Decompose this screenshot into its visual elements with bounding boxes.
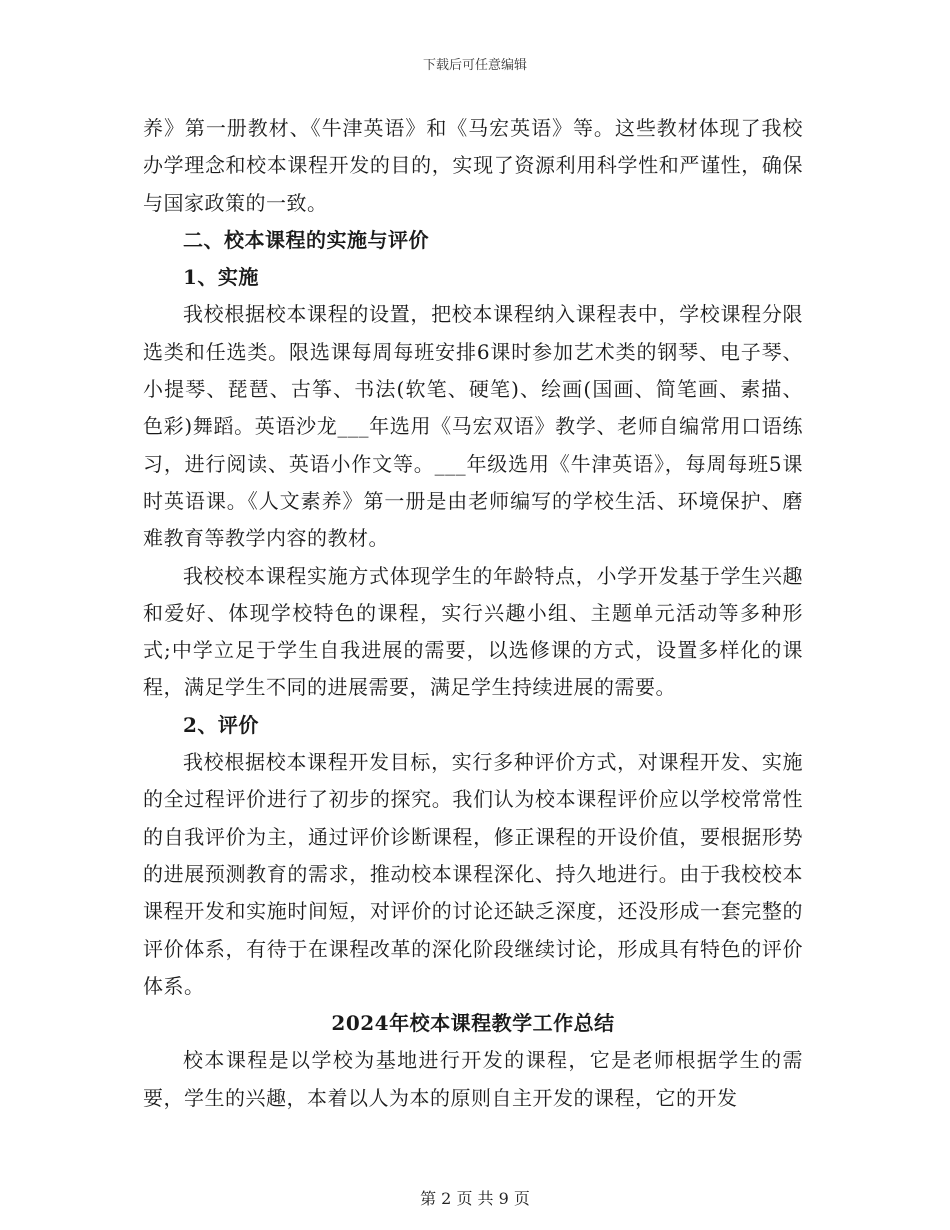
- paragraph-intro: 校本课程是以学校为基地进行开发的课程，它是老师根据学生的需要，学生的兴趣，本着以人为本的原则自主开发的课程，它的开发: [143, 1048, 803, 1110]
- paragraph-evaluation: 我校根据校本课程开发目标，实行多种评价方式，对课程开发、实施的全过程评价进行了初步的探究。我们认为校本课程评价应以学校常常性的自我评价为主，通过评价诊断课程，修正课程的开设价值，要根据形势的进展预测教育的需求，推动校本课程深化、持久地进行。由于我校校本课程开发和实施时间短，对评价的讨论还缺乏深度，还没形成一套完整的评价体系，有待于在课程改革的深化阶段继续讨论，形成具有特色的评价体系。: [143, 750, 803, 998]
- page-header-note: 下载后可任意编辑: [422, 58, 527, 73]
- paragraph-continued: 养》第一册教材、《牛津英语》和《马宏英语》等。这些教材体现了我校办学理念和校本课程开发的目的，实现了资源利用科学性和严谨性，确保与国家政策的一致。: [143, 116, 803, 215]
- document-title: 2024年校本课程教学工作总结: [331, 1011, 615, 1036]
- subsection-heading-evaluation: 2、评价: [183, 712, 259, 737]
- subsection-heading-implementation: 1、实施: [183, 265, 259, 290]
- paragraph-implementation-1: 我校根据校本课程的设置，把校本课程纳入课程表中，学校课程分限选类和任选类。限选课每周每班安排6课时参加艺术类的钢琴、电子琴、小提琴、琵琶、古筝、书法(软笔、硬笔)、绘画(国画、简笔画、素描、色彩)舞蹈。英语沙龙___年选用《马宏双语》教学、老师自编常用口语练习，进行阅读、英语小作文等。___年级选用《牛津英语》，每周每班5课时英语课。《人文素养》第一册是由老师编写的学校生活、环境保护、磨难教育等教学内容的教材。: [143, 302, 803, 551]
- section-heading: 二、校本课程的实施与评价: [183, 227, 429, 252]
- document-body: [143, 110, 803, 1117]
- paragraph-implementation-2: 我校校本课程实施方式体现学生的年龄特点，小学开发基于学生兴趣和爱好、体现学校特色的课程，实行兴趣小组、主题单元活动等多种形式;中学立足于学生自我进展的需要，以选修课的方式，设置多样化的课程，满足学生不同的进展需要，满足学生持续进展的需要。: [143, 563, 803, 700]
- page-number: 第 2 页 共 9 页: [420, 1189, 530, 1208]
